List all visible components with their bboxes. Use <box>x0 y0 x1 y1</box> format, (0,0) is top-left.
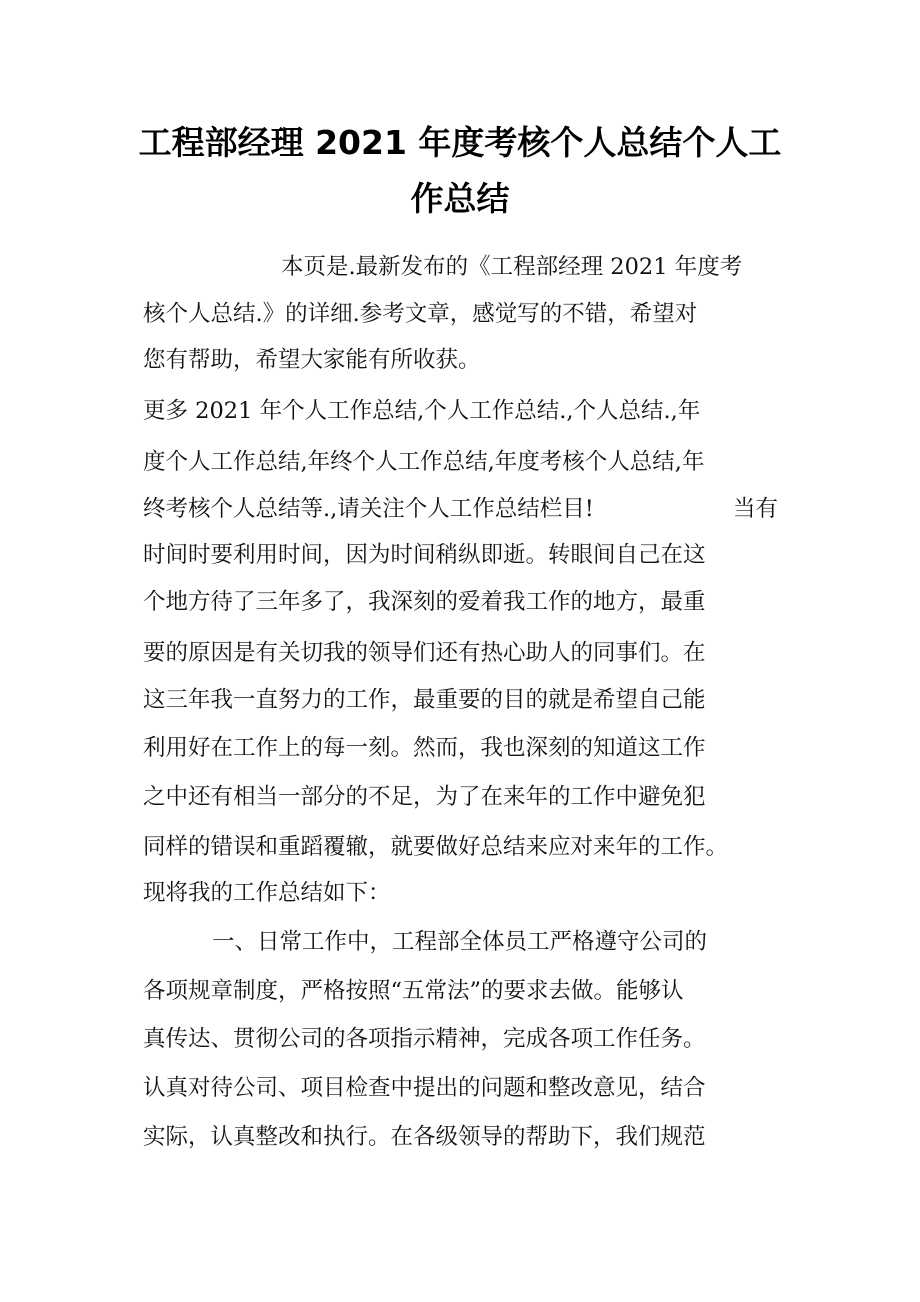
body-line: 您有帮助，希望大家能有所收获。 <box>143 347 481 373</box>
body-line: 实际，认真整改和执行。在各级领导的帮助下，我们规范 <box>143 1124 706 1150</box>
body-line: 更多 2021 年个人工作总结,个人工作总结.,个人总结.,年 <box>143 398 701 424</box>
document-title-line-1: 工程部经理 2021 年度考核个人总结个人工 <box>138 123 782 162</box>
document-title-line-2: 作总结 <box>410 179 510 218</box>
body-line: 本页是.最新发布的《工程部经理 2021 年度考 <box>281 254 743 280</box>
body-line: 利用好在工作上的每一刻。然而，我也深刻的知道这工作 <box>143 735 706 761</box>
body-line: 核个人总结.》的详细.参考文章，感觉写的不错，希望对 <box>143 301 698 327</box>
body-line: 各项规章制度，严格按照“五常法”的要求去做。能够认 <box>143 978 684 1004</box>
body-line: 一、日常工作中，工程部全体员工严格遵守公司的 <box>212 929 708 955</box>
body-line: 个地方待了三年多了，我深刻的爱着我工作的地方，最重 <box>143 589 706 615</box>
body-line: 现将我的工作总结如下： <box>143 880 391 906</box>
body-line: 时间时要利用时间，因为时间稍纵即逝。转眼间自己在这 <box>143 542 706 568</box>
body-line: 之中还有相当一部分的不足，为了在来年的工作中避免犯 <box>143 784 706 810</box>
body-line: 认真对待公司、项目检查中提出的问题和整改意见，结合 <box>143 1075 706 1101</box>
body-line: 真传达、贯彻公司的各项指示精神，完成各项工作任务。 <box>143 1026 706 1052</box>
body-line: 终考核个人总结等.,请关注个人工作总结栏目! <box>143 496 594 522</box>
body-line: 同样的错误和重蹈覆辙，就要做好总结来应对来年的工作。 <box>143 834 729 860</box>
body-line: 这三年我一直努力的工作，最重要的目的就是希望自己能 <box>143 687 706 713</box>
body-line: 要的原因是有关切我的领导们还有热心助人的同事们。在 <box>143 640 706 666</box>
body-line: 当有 <box>733 496 779 522</box>
body-line: 度个人工作总结,年终个人工作总结,年度考核个人总结,年 <box>143 449 705 475</box>
